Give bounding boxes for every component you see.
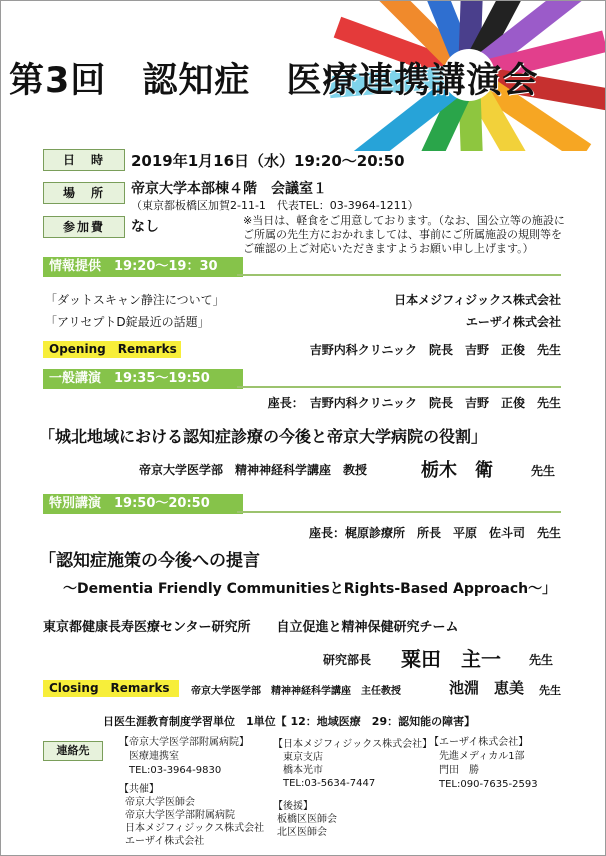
- special-speaker-role: 研究部長: [323, 653, 372, 667]
- section-divider: [237, 511, 561, 513]
- contact-line: 橋本光市: [273, 765, 323, 776]
- cosponsor-line: 日本メジフィジックス株式会社: [125, 823, 265, 834]
- section-header-info: 情報提供 19:20～19：30: [43, 257, 243, 277]
- general-speaker-suffix: 先生: [531, 464, 556, 478]
- general-speaker-name: 栃木 衛: [421, 460, 493, 481]
- contact-line: 【エーザイ株式会社】: [429, 737, 529, 748]
- special-speaker-affil: 東京都健康長寿医療センター研究所 自立促進と精神保健研究チーム: [43, 620, 459, 635]
- contact-line: 東京支店: [273, 752, 323, 763]
- contact-line: 【帝京大学医学部附属病院】: [119, 737, 249, 748]
- contact-line: 【日本メジフィジックス株式会社】: [273, 739, 433, 750]
- contact-line: TEL:03-3964-9830: [119, 765, 222, 776]
- opening-speaker: 吉野内科クリニック 院長 吉野 正俊 先生: [309, 343, 561, 357]
- contact-line: TEL:03-5634-7447: [273, 778, 376, 789]
- place-value: 帝京大学本部棟４階 会議室１: [131, 181, 327, 197]
- note-line: ※当日は、軽食をご用意しております。（なお、国公立等の施設に: [243, 214, 565, 227]
- cosponsor-line: 【共催】: [119, 784, 159, 795]
- fee-label: 参加費: [43, 216, 125, 238]
- cosponsor-line: 帝京大学医学部附属病院: [125, 810, 235, 821]
- supporter-line: 北区医師会: [277, 827, 327, 838]
- contact-label: 連絡先: [43, 741, 103, 761]
- special-speaker-suffix: 先生: [529, 653, 554, 667]
- info-org: 日本メジフィジックス株式会社: [394, 293, 561, 307]
- special-chair: 座長：梶原診療所 所長 平原 佐斗司 先生: [308, 526, 561, 540]
- supporter-line: 【後援】: [273, 801, 313, 812]
- info-org: エーザイ株式会社: [465, 315, 561, 329]
- info-topic: 「アリセプトD錠最近の話題」: [45, 315, 210, 329]
- general-chair: 座長： 吉野内科クリニック 院長 吉野 正俊 先生: [267, 396, 561, 410]
- section-divider: [237, 274, 561, 276]
- contact-line: 医療連携室: [119, 751, 179, 762]
- section-header-general: 一般講演 19:35～19:50: [43, 369, 243, 389]
- info-topic: 「ダットスキャン静注について」: [45, 293, 225, 307]
- section-divider: [237, 386, 561, 388]
- date-value: 2019年1月16日（水）19:20～20:50: [131, 152, 405, 170]
- closing-speaker-suffix: 先生: [539, 684, 561, 697]
- section-header-special: 特別講演 19:50～20:50: [43, 494, 243, 514]
- page-title: 第3回 認知症 医療連携講演会: [9, 61, 539, 101]
- general-lecture-title: 「城北地域における認知症診療の今後と帝京大学病院の役割」: [39, 427, 488, 446]
- cosponsor-line: 帝京大学医師会: [125, 797, 195, 808]
- closing-speaker-name: 池淵 恵美: [449, 679, 525, 697]
- supporter-line: 板橋区医師会: [277, 814, 337, 825]
- date-label: 日 時: [43, 149, 125, 171]
- credit-line: 日医生涯教育制度学習単位 1単位【 12：地域医療 29：認知能の障害】: [103, 715, 476, 728]
- closing-speaker-affil: 帝京大学医学部 精神神経科学講座 主任教授: [191, 686, 401, 697]
- contact-line: 門田 勝: [429, 765, 479, 776]
- special-speaker-name: 粟田 主一: [401, 647, 501, 671]
- contact-line: TEL:090-7635-2593: [429, 779, 538, 790]
- place-label: 場 所: [43, 182, 125, 204]
- contact-line: 先進メディカル1部: [429, 751, 525, 762]
- general-speaker-affil: 帝京大学医学部 精神神経科学講座 教授: [139, 463, 368, 477]
- cosponsor-line: エーザイ株式会社: [125, 836, 205, 847]
- place-address: （東京都板橋区加賀2-11-1 代表TEL：03-3964-1211）: [131, 199, 419, 212]
- closing-remarks-label: Closing Remarks: [43, 680, 179, 697]
- special-lecture-subtitle: ～Dementia Friendly CommunitiesとRights-Based Approach～」: [63, 581, 557, 597]
- fee-value: なし: [131, 219, 159, 235]
- note-line: ご所属の先生方におかれましては、事前にご所属施設の規則等を: [243, 228, 562, 241]
- note-line: ご確認の上ご対応いただきますようお願い申し上げます。）: [243, 242, 534, 255]
- special-lecture-title: 「認知症施策の今後への提言: [39, 551, 260, 571]
- opening-remarks-label: Opening Remarks: [43, 341, 181, 358]
